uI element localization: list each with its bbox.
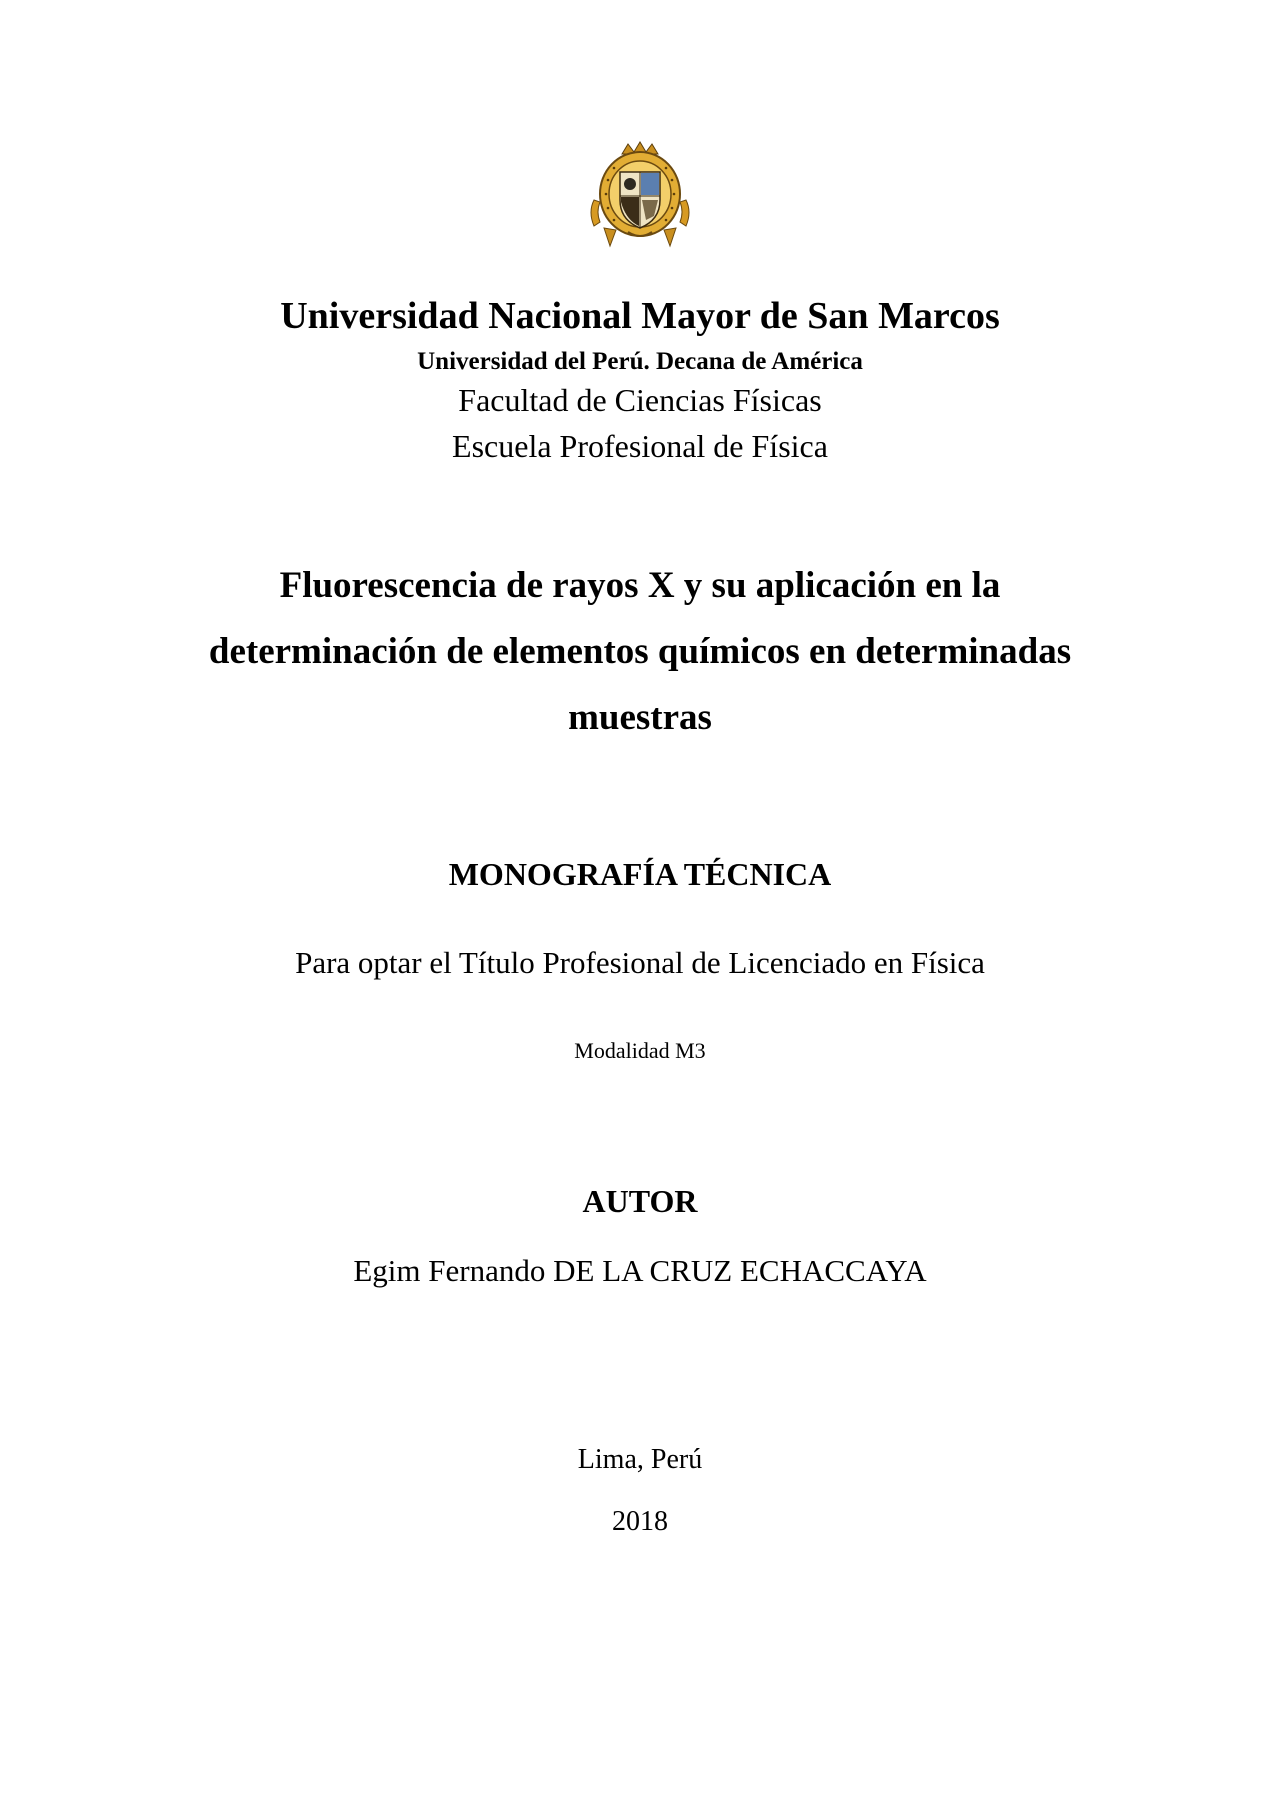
thesis-title-line: Fluorescencia de rayos X y su aplicación en la (279, 565, 1001, 606)
author-name: Egim Fernando DE LA CRUZ ECHACCAYA (353, 1253, 927, 1288)
thesis-title-line: muestras (568, 697, 712, 738)
school-name: Escuela Profesional de Física (452, 428, 828, 464)
modality: Modalidad M3 (574, 1038, 706, 1063)
university-name: Universidad Nacional Mayor de San Marcos (280, 295, 1000, 337)
author-heading: AUTOR (582, 1183, 698, 1219)
thesis-title-line: determinación de elementos químicos en determinadas (208, 631, 1072, 672)
degree-purpose: Para optar el Título Profesional de Licenciado en Física (295, 945, 985, 980)
document-type: MONOGRAFÍA TÉCNICA (448, 856, 832, 892)
place: Lima, Perú (577, 1444, 703, 1475)
university-subtitle: Universidad del Perú. Decana de América (417, 348, 863, 375)
year: 2018 (612, 1506, 668, 1537)
university-seal-icon (584, 140, 696, 248)
faculty-name: Facultad de Ciencias Físicas (458, 382, 822, 418)
